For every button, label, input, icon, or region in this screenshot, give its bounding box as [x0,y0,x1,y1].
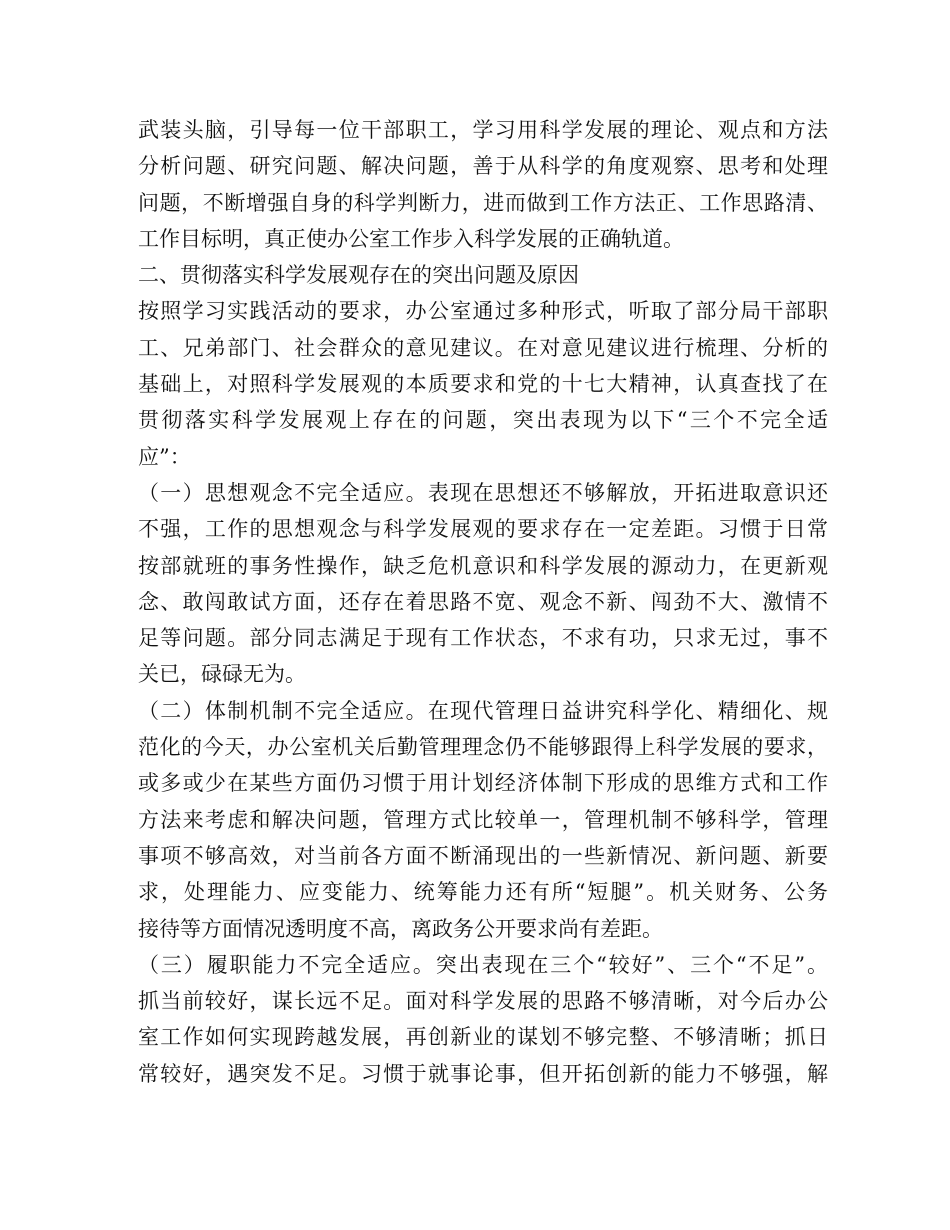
text-line: 应”： [138,444,191,469]
text-line: 常较好，遇突发不足。习惯于就事论事，但开拓创新的能力不够强，解 [138,1061,828,1086]
text-line: 关已，碌碌无为。 [138,662,306,687]
section-heading: 二、贯彻落实科学发展观存在的突出问题及原因 [138,263,579,288]
text-line: 贯彻落实科学发展观上存在的问题，突出表现为以下“三个不完全适 [138,408,828,433]
text-line: 抓当前较好，谋长远不足。面对科学发展的思路不够清晰，对今后办公 [138,989,828,1014]
text-line: （二）体制机制不完全适应。在现代管理日益讲究科学化、精细化、规 [138,698,828,723]
text-line: 按部就班的事务性操作，缺乏危机意识和科学发展的源动力，在更新观 [138,553,828,578]
text-line: 室工作如何实现跨越发展，再创新业的谋划不够完整、不够清晰；抓日 [138,1025,828,1050]
text-line: 工、兄弟部门、社会群众的意见建议。在对意见建议进行梳理、分析的 [138,335,828,360]
text-line: （一）思想观念不完全适应。表现在思想还不够解放，开拓进取意识还 [138,480,828,505]
text-line: 求，处理能力、应变能力、统筹能力还有所“短腿”。机关财务、公务 [138,880,828,905]
text-line: 基础上，对照科学发展观的本质要求和党的十七大精神，认真查找了在 [138,372,828,397]
text-line: 武装头脑，引导每一位干部职工，学习用科学发展的理论、观点和方法 [138,118,828,142]
text-line: （三）履职能力不完全适应。突出表现在三个“较好”、三个“不足”。 [138,952,828,977]
text-line: 按照学习实践活动的要求，办公室通过多种形式，听取了部分局干部职 [138,299,828,324]
text-line: 足等问题。部分同志满足于现有工作状态，不求有功，只求无过，事不 [138,626,828,651]
text-line: 分析问题、研究问题、解决问题，善于从科学的角度观察、思考和处理 [138,154,828,179]
text-line: 方法来考虑和解决问题，管理方式比较单一，管理机制不够科学，管理 [138,807,828,832]
text-line: 或多或少在某些方面仍习惯于用计划经济体制下形成的思维方式和工作 [138,771,828,796]
text-line: 不强，工作的思想观念与科学发展观的要求存在一定差距。习惯于日常 [138,517,828,542]
text-line: 念、敢闯敢试方面，还存在着思路不宽、观念不新、闯劲不大、激情不 [138,589,828,614]
text-line: 问题，不断增强自身的科学判断力，进而做到工作方法正、工作思路清、 [138,190,828,215]
text-line: 事项不够高效，对当前各方面不断涌现出的一些新情况、新问题、新要 [138,843,828,868]
document-body [138,112,828,1092]
text-line: 范化的今天，办公室机关后勤管理理念仍不能够跟得上科学发展的要求， [138,735,828,760]
text-line: 工作目标明，真正使办公室工作步入科学发展的正确轨道。 [138,226,684,251]
text-line: 接待等方面情况透明度不高，离政务公开要求尚有差距。 [138,916,663,941]
